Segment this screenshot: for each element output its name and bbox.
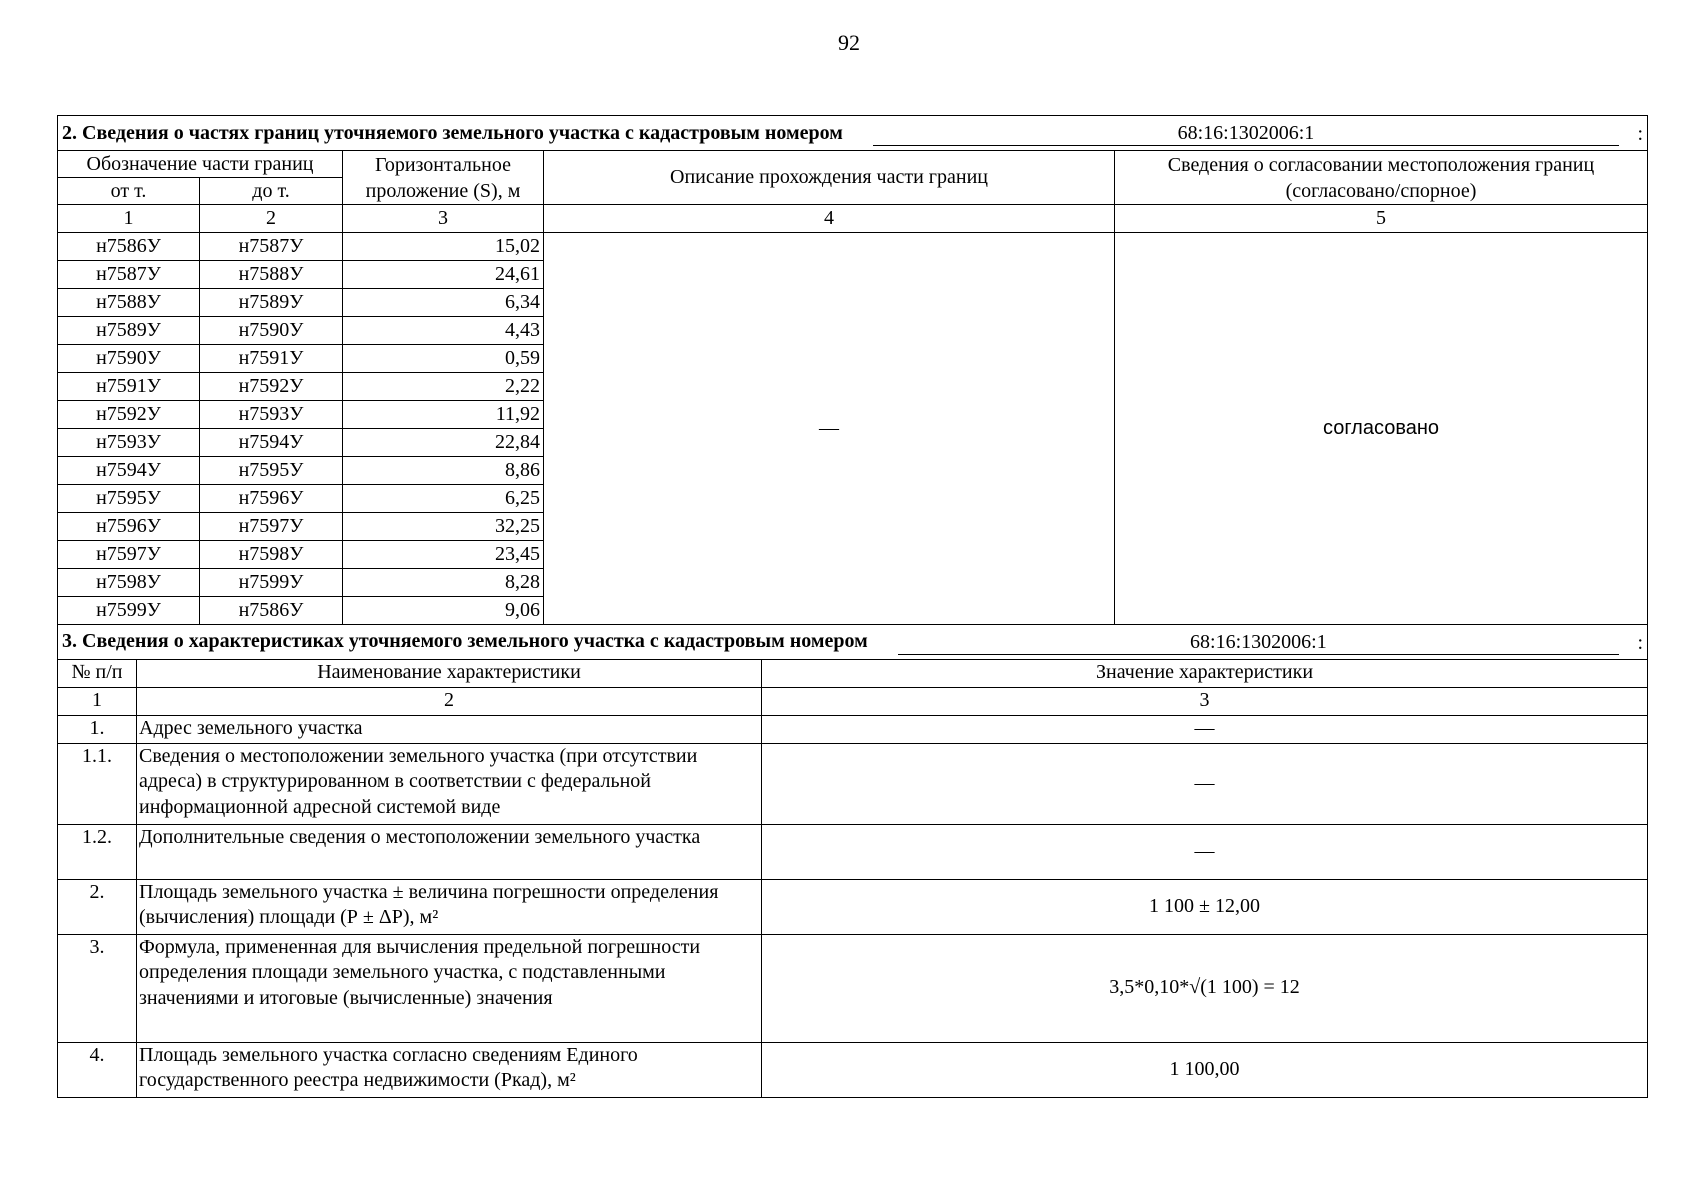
row-number: 4. bbox=[58, 1042, 137, 1097]
section-3-cadastral-number: 68:16:1302006:1 bbox=[898, 630, 1619, 655]
characteristics-table bbox=[57, 624, 1648, 1098]
point-from: н7590У bbox=[58, 345, 200, 373]
point-to: н7593У bbox=[200, 401, 343, 429]
col-number: 2 bbox=[200, 205, 343, 233]
horizontal-distance: 22,84 bbox=[343, 429, 544, 457]
horizontal-distance: 23,45 bbox=[343, 541, 544, 569]
characteristic-value: 1 100,00 bbox=[762, 1042, 1648, 1097]
point-from: н7587У bbox=[58, 261, 200, 289]
point-from: н7594У bbox=[58, 457, 200, 485]
point-to: н7598У bbox=[200, 541, 343, 569]
boundary-parts-table bbox=[57, 115, 1648, 625]
row-number: 1.1. bbox=[58, 743, 137, 824]
row-number: 1. bbox=[58, 715, 137, 743]
horizontal-distance: 11,92 bbox=[343, 401, 544, 429]
characteristic-value: 1 100 ± 12,00 bbox=[762, 879, 1648, 934]
header-description: Описание прохождения части границ bbox=[544, 151, 1115, 205]
horizontal-distance: 6,34 bbox=[343, 289, 544, 317]
col-number: 2 bbox=[137, 687, 762, 715]
characteristic-name: Формула, примененная для вычисления предельной погрешности определения площади земельного участка, с подставленными значениями и итоговые (вычисленные) значения bbox=[137, 934, 762, 1042]
characteristic-value: — bbox=[762, 824, 1648, 879]
point-from: н7593У bbox=[58, 429, 200, 457]
characteristic-name: Дополнительные сведения о местоположении земельного участка bbox=[137, 824, 762, 879]
point-from: н7595У bbox=[58, 485, 200, 513]
section-2-cadastral-number: 68:16:1302006:1 bbox=[873, 121, 1619, 146]
point-to: н7592У bbox=[200, 373, 343, 401]
header-value: Значение характеристики bbox=[762, 659, 1648, 687]
point-to: н7588У bbox=[200, 261, 343, 289]
header-agreement: Сведения о согласовании местоположения границ (согласовано/спорное) bbox=[1115, 151, 1648, 205]
row-number: 2. bbox=[58, 879, 137, 934]
characteristic-name: Сведения о местоположении земельного участка (при отсутствии адреса) в структурированном в соответствии с федеральной информационной адресной системой виде bbox=[137, 743, 762, 824]
horizontal-distance: 8,86 bbox=[343, 457, 544, 485]
horizontal-distance: 2,22 bbox=[343, 373, 544, 401]
header-name: Наименование характеристики bbox=[137, 659, 762, 687]
characteristic-value: 3,5*0,10*√(1 100) = 12 bbox=[762, 934, 1648, 1042]
horizontal-distance: 9,06 bbox=[343, 597, 544, 625]
col-number: 1 bbox=[58, 205, 200, 233]
table-row bbox=[58, 715, 1648, 743]
point-to: н7594У bbox=[200, 429, 343, 457]
characteristic-value: — bbox=[762, 743, 1648, 824]
point-to: н7595У bbox=[200, 457, 343, 485]
point-from: н7589У bbox=[58, 317, 200, 345]
characteristic-name: Адрес земельного участка bbox=[137, 715, 762, 743]
point-from: н7592У bbox=[58, 401, 200, 429]
horizontal-distance: 0,59 bbox=[343, 345, 544, 373]
horizontal-distance: 32,25 bbox=[343, 513, 544, 541]
point-to: н7591У bbox=[200, 345, 343, 373]
horizontal-distance: 4,43 bbox=[343, 317, 544, 345]
point-from: н7597У bbox=[58, 541, 200, 569]
table-row bbox=[58, 934, 1648, 1042]
section-3-title: 3. Сведения о характеристиках уточняемого земельного участка с кадастровым номером bbox=[62, 630, 868, 652]
description-value: — bbox=[544, 233, 1115, 625]
col-number: 1 bbox=[58, 687, 137, 715]
header-num: № п/п bbox=[58, 659, 137, 687]
section-2-colon: : bbox=[1637, 123, 1643, 145]
point-from: н7586У bbox=[58, 233, 200, 261]
row-number: 3. bbox=[58, 934, 137, 1042]
agreement-value: согласовано bbox=[1115, 233, 1648, 625]
point-to: н7589У bbox=[200, 289, 343, 317]
point-to: н7587У bbox=[200, 233, 343, 261]
characteristic-name: Площадь земельного участка согласно сведениям Единого государственного реестра недвижимости (Ркад), м² bbox=[137, 1042, 762, 1097]
point-to: н7597У bbox=[200, 513, 343, 541]
header-horizontal: Горизонтальное проложение (S), м bbox=[343, 151, 544, 205]
table-row bbox=[58, 1042, 1648, 1097]
document-body bbox=[57, 115, 1647, 1098]
point-to: н7590У bbox=[200, 317, 343, 345]
point-from: н7591У bbox=[58, 373, 200, 401]
header-to: до т. bbox=[200, 178, 343, 205]
header-designation: Обозначение части границ bbox=[58, 151, 343, 178]
section-2-title: 2. Сведения о частях границ уточняемого земельного участка с кадастровым номером bbox=[62, 122, 843, 144]
header-from: от т. bbox=[58, 178, 200, 205]
col-number: 4 bbox=[544, 205, 1115, 233]
col-number: 3 bbox=[343, 205, 544, 233]
col-number: 5 bbox=[1115, 205, 1648, 233]
table-row bbox=[58, 879, 1648, 934]
point-from: н7598У bbox=[58, 569, 200, 597]
point-to: н7599У bbox=[200, 569, 343, 597]
table-row bbox=[58, 824, 1648, 879]
point-to: н7586У bbox=[200, 597, 343, 625]
horizontal-distance: 24,61 bbox=[343, 261, 544, 289]
point-to: н7596У bbox=[200, 485, 343, 513]
point-from: н7588У bbox=[58, 289, 200, 317]
point-from: н7599У bbox=[58, 597, 200, 625]
horizontal-distance: 6,25 bbox=[343, 485, 544, 513]
point-from: н7596У bbox=[58, 513, 200, 541]
table-row bbox=[58, 233, 1648, 261]
page-number: 92 bbox=[838, 30, 860, 55]
horizontal-distance: 8,28 bbox=[343, 569, 544, 597]
characteristic-name: Площадь земельного участка ± величина погрешности определения (вычисления) площади (Р ± ΔР), м² bbox=[137, 879, 762, 934]
characteristic-value: — bbox=[762, 715, 1648, 743]
table-row bbox=[58, 743, 1648, 824]
horizontal-distance: 15,02 bbox=[343, 233, 544, 261]
col-number: 3 bbox=[762, 687, 1648, 715]
row-number: 1.2. bbox=[58, 824, 137, 879]
section-3-colon: : bbox=[1637, 631, 1644, 654]
